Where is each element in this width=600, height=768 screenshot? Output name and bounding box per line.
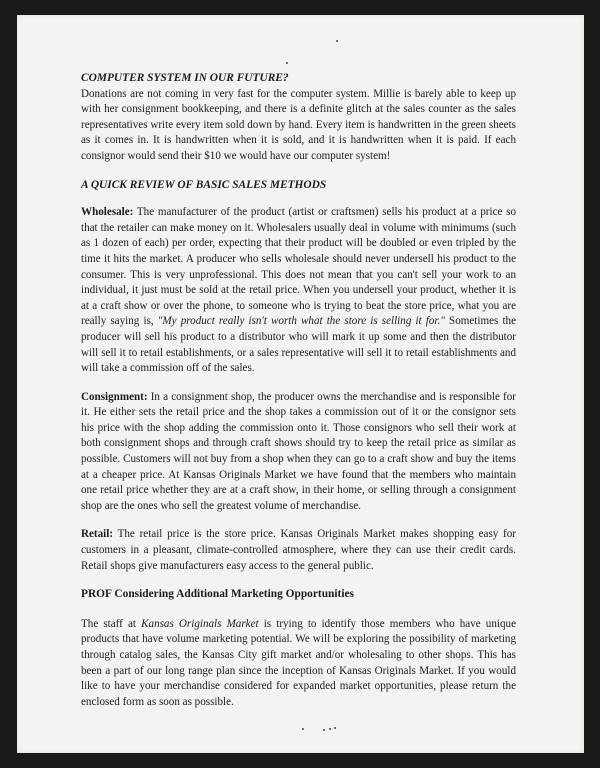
scan-speck (336, 40, 338, 42)
wholesale-quote: "My product really isn't worth what the store is selling it for." (157, 315, 445, 328)
scan-speck (323, 729, 325, 731)
wholesale-text: The manufacturer of the product (artist or craftsmen) sells his product at a price so that the retailer can make money on it. Wholesalers usually deal in volume with minimums (such as 1 dozen of each) per order, expecting that their product will be doubled or even tripled by the time it hits the market. A producer who sells wholesale should never undersell his product to the consumer. This is very unprofessional. This does not mean that you can't sell your work to an individual, it just must be sold at the retail price. When you undersell your product, whether it is at a craft show or over the phone, to someone who is trying to beat the store price, what you are really saying is, (81, 206, 516, 328)
scan-speck (329, 728, 331, 730)
section-heading-computer: COMPUTER SYSTEM IN OUR FUTURE? (81, 72, 289, 84)
paragraph-wholesale (81, 205, 516, 377)
scan-speck (286, 62, 288, 64)
prof-text: The staff at (81, 617, 142, 630)
section-heading-prof: PROF Considering Additional Marketing Opportunities (81, 588, 354, 601)
paragraph-consignment (81, 390, 516, 515)
document-body (81, 71, 516, 710)
retail-label: Retail: (81, 528, 114, 541)
wholesale-text-end: Sometimes the producer will sell his product to a distributor who will mark it up some and then the distributor will sell it to retail establishments, or a sales representative will sell it to retail establishments and will take a commission off of the sales. (81, 315, 517, 375)
section-heading-sales-methods: A QUICK REVIEW OF BASIC SALES METHODS (81, 178, 327, 191)
document-page (17, 15, 584, 753)
prof-text-end: is trying to identify those members who have unique products that have volume marketing potential. We will be exploring the possibility of marketing through catalog sales, the Kansas City gift market and/or wholesaling to other shops. This has been a part of our long range plan since the inception of Kansas Originals Market. If you would like to have your merchandise considered for expanded market opportunities, please return the enclosed form as soon as possible. (81, 617, 516, 708)
consignment-label: Consignment: (81, 390, 148, 403)
paragraph-prof (81, 617, 516, 711)
retail-text: The retail price is the store price. Kansas Originals Market makes shopping easy for customers in a pleasant, climate-controlled atmosphere, where they can use their credit cards. Retail shops give manufacturers easy access to the general public. (81, 528, 516, 572)
paragraph-retail (81, 527, 516, 574)
consignment-text: In a consignment shop, the producer owns the merchandise and is responsible for it. He either sets the retail price and the shop takes a commission out of it or the consignor sets his price with the shop adding the commission onto it. Those consignors who sell their work at both consignment shops and through craft shows should try to keep the retail price as similar as possible. Customers will not buy from a shop when they can go to a craft show and buy the items at a cheaper price. At Kansas Originals Market we have found that the members who maintain one retail price whether they are at a craft show, in their home, or selling through a consignment shop are the ones who sell the greatest volume of merchandise. (81, 390, 516, 512)
paragraph-computer: Donations are not coming in very fast for the computer system. Millie is barely able to keep up with her consignment bookkeeping, and there is a definite glitch at the sales counter as the sales representatives write every item sold down by hand. Every item is handwritten in the green sheets as it comes in. It is handwritten when it is sold, and it is handwritten when it is paid. If each consignor would send their $10 we would have our computer system! (81, 87, 516, 162)
prof-market-name: Kansas Originals Market (141, 617, 259, 630)
scan-speck (302, 728, 304, 730)
scan-speck (334, 727, 336, 729)
wholesale-label: Wholesale: (81, 206, 134, 219)
